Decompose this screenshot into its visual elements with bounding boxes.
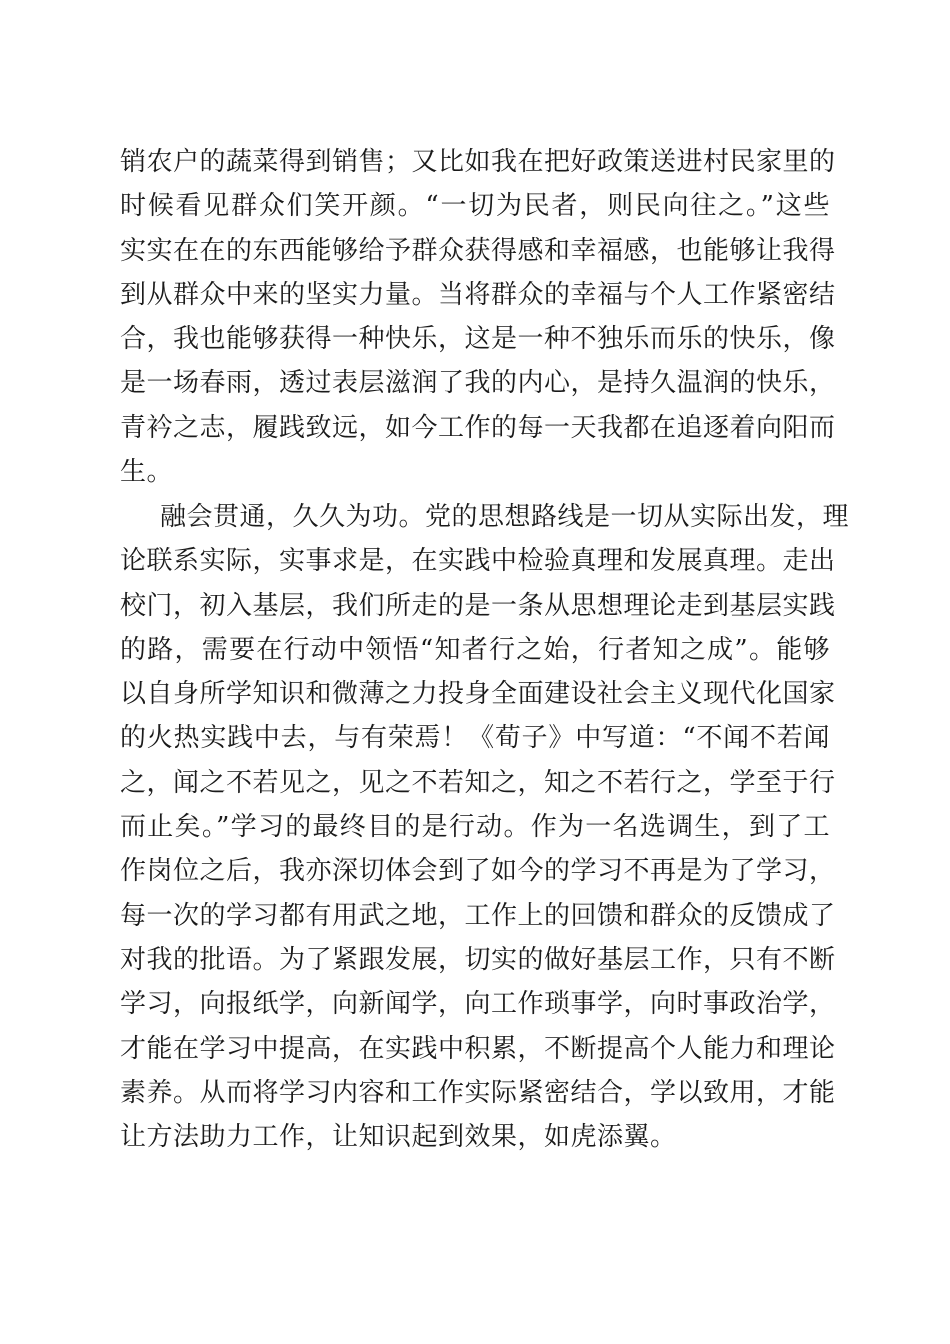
- paragraph-line: 的火热实践中去，与有荣焉！《荀子》中写道：“不闻不若闻: [120, 723, 830, 754]
- paragraph-2: [120, 495, 850, 1159]
- paragraph-line: 学习，向报纸学，向新闻学，向工作琐事学，向时事政治学，: [120, 989, 836, 1020]
- paragraph-line: 融会贯通，久久为功。党的思想路线是一切从实际出发，理: [160, 502, 850, 532]
- paragraph-line: 销农户的蔬菜得到销售；又比如我在把好政策送进村民家里的: [120, 147, 836, 177]
- paragraph-line: 合，我也能够获得一种快乐，这是一种不独乐而乐的快乐，像: [120, 324, 836, 355]
- paragraph-line: 而止矣。”学习的最终目的是行动。作为一名选调生，到了工: [120, 812, 830, 843]
- paragraph-line: 到从群众中来的坚实力量。当将群众的幸福与个人工作紧密结: [120, 279, 836, 310]
- paragraph-line: 对我的批语。为了紧跟发展，切实的做好基层工作，只有不断: [120, 944, 836, 975]
- paragraph-line: 每一次的学习都有用武之地，工作上的回馈和群众的反馈成了: [120, 900, 836, 931]
- paragraph-line: 才能在学习中提高，在实践中积累，不断提高个人能力和理论: [120, 1033, 836, 1064]
- paragraph-line: 作岗位之后，我亦深切体会到了如今的学习不再是为了学习，: [120, 856, 836, 887]
- paragraph-line: 之，闻之不若见之，见之不若知之，知之不若行之，学至于行: [120, 767, 836, 798]
- paragraph-1: [120, 140, 836, 494]
- paragraph-line: 实实在在的东西能够给予群众获得感和幸福感，也能够让我得: [120, 235, 836, 266]
- paragraph-line: 让方法助力工作，让知识起到效果，如虎添翼。: [120, 1122, 677, 1153]
- paragraph-line: 时候看见群众们笑开颜。“一切为民者，则民向往之。”这些: [120, 191, 830, 222]
- paragraph-line: 论联系实际，实事求是，在实践中检验真理和发展真理。走出: [120, 546, 836, 577]
- paragraph-line: 生。: [120, 457, 174, 488]
- paragraph-line: 素养。从而将学习内容和工作实际紧密结合，学以致用，才能: [120, 1077, 836, 1108]
- paragraph-line: 是一场春雨，透过表层滋润了我的内心，是持久温润的快乐，: [120, 368, 836, 399]
- paragraph-line: 青衿之志，履践致远，如今工作的每一天我都在追逐着向阳而: [120, 412, 836, 443]
- paragraph-line: 校门，初入基层，我们所走的是一条从思想理论走到基层实践: [120, 590, 836, 621]
- paragraph-line: 以自身所学知识和微薄之力投身全面建设社会主义现代化国家: [120, 679, 836, 710]
- paragraph-line: 的路，需要在行动中领悟“知者行之始，行者知之成”。能够: [120, 634, 830, 665]
